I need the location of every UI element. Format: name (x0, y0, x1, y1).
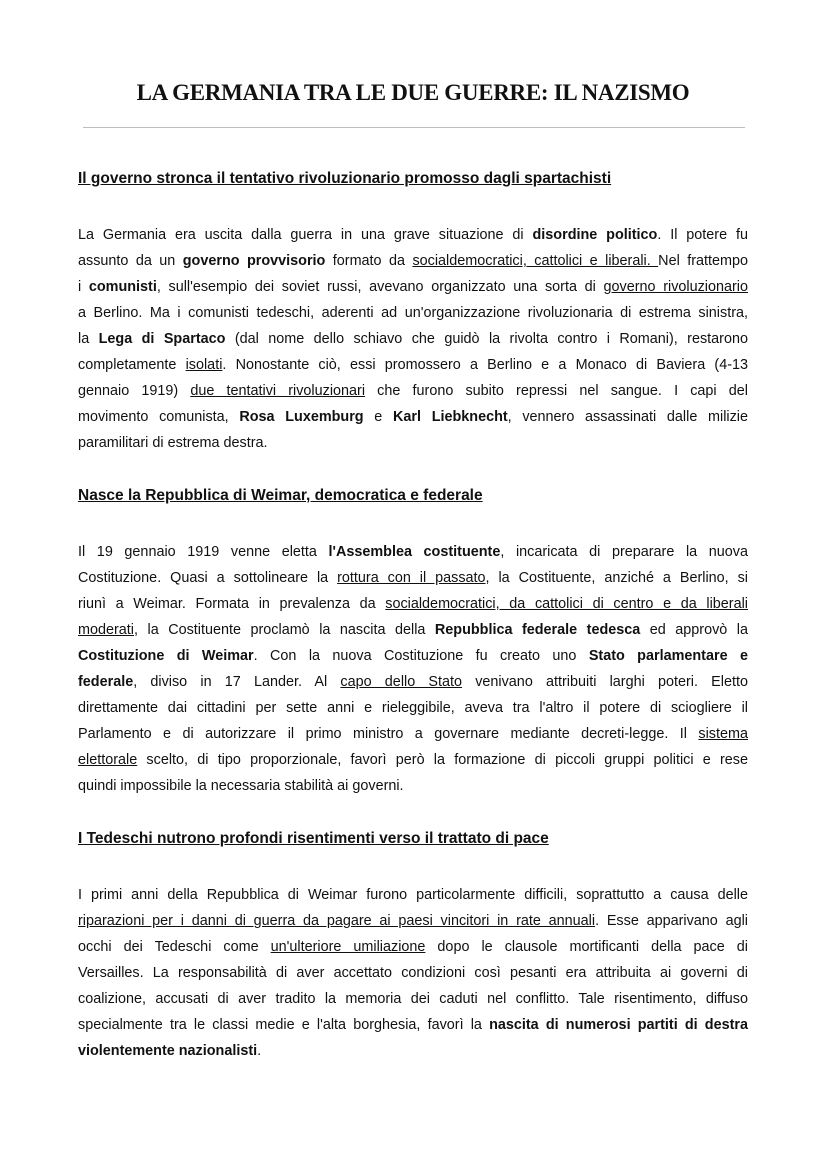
underlined-text: due tentativi rivoluzionari (190, 383, 366, 399)
bold-text: comunisti (88, 279, 157, 295)
text: la (78, 331, 99, 347)
text: a Berlino. Ma i comunisti tedeschi, aderenti ad un'organizzazione rivoluzionaria di estrema sinistra, (78, 305, 748, 321)
underlined-text: un'ulteriore umiliazione (270, 939, 426, 955)
paragraph-line (78, 326, 748, 352)
paragraph-line (78, 274, 748, 300)
underlined-text: socialdemocratici, da cattolici di centro e da liberali (385, 596, 748, 612)
text: , vennero assassinati dalle milizie (507, 409, 748, 425)
text: venivano attribuiti larghi poteri. Eletto (462, 674, 748, 690)
text: direttamente dai cittadini per sette anni e rieleggibile, aveva tra l'altro il potere di sciogliere il (78, 700, 748, 716)
paragraph-line (78, 404, 748, 430)
paragraph-line (78, 1038, 748, 1064)
text: specialmente tra le classi medie e l'alta borghesia, favorì la (78, 1017, 490, 1033)
text: che furono subito repressi nel sangue. I capi del (365, 383, 748, 399)
document-page (78, 73, 748, 1091)
text: completamente (78, 357, 186, 373)
underlined-text: moderati (78, 622, 134, 638)
bold-text: Stato parlamentare e (588, 648, 748, 664)
section-heading: Nasce la Repubblica di Weimar, democratica e federale (78, 487, 483, 504)
paragraph-line (78, 908, 748, 934)
document-body (78, 166, 748, 1064)
text: quindi impossibile la necessaria stabilità ai governi. (78, 778, 404, 794)
text: . Nonostante ciò, essi promossero a Berlino e a Monaco di Baviera (4-13 (222, 357, 748, 373)
paragraph-line (78, 695, 748, 721)
paragraph-line (78, 430, 748, 456)
paragraph-line (78, 1012, 748, 1038)
text: . Il potere fu (657, 227, 748, 243)
text: I primi anni della Repubblica di Weimar furono particolarmente difficili, soprattutto a causa delle (78, 887, 748, 903)
underlined-text: rottura con il passato (337, 570, 486, 586)
underlined-text: elettorale (78, 752, 138, 768)
bold-text: Karl Liebknecht (393, 409, 508, 425)
text: La Germania era uscita dalla guerra in una grave situazione di (78, 227, 533, 243)
paragraph-line (78, 248, 748, 274)
text: , la Costituente proclamò la nascita della (134, 622, 435, 638)
paragraph-line (78, 539, 748, 565)
text: paramilitari di estrema destra. (78, 435, 268, 451)
underlined-text: governo rivoluzionario (603, 279, 748, 295)
section-paragraph (78, 539, 748, 799)
text: scelto, di tipo proporzionale, favorì però la formazione di piccoli gruppi politici e rese (137, 752, 748, 768)
paragraph-line (78, 378, 748, 404)
section-paragraph (78, 222, 748, 456)
bold-text: l'Assemblea costituente (328, 544, 501, 560)
text: gennaio 1919) (78, 383, 191, 399)
paragraph-line (78, 643, 748, 669)
text: Il 19 gennaio 1919 venne eletta (78, 544, 329, 560)
text: . Esse apparivano agli (595, 913, 748, 929)
bold-text: federale (78, 674, 134, 690)
underlined-text: sistema (698, 726, 748, 742)
text: , diviso in 17 Lander. Al (133, 674, 341, 690)
paragraph-line (78, 300, 748, 326)
bold-text: Costituzione di Weimar (78, 648, 254, 664)
title-divider (83, 127, 745, 128)
text: Nel frattempo (658, 253, 748, 269)
bold-text: Repubblica federale tedesca (434, 622, 641, 638)
text: occhi dei Tedeschi come (78, 939, 271, 955)
text: . Con la nuova Costituzione fu creato uno (253, 648, 589, 664)
paragraph-line (78, 721, 748, 747)
text: movimento comunista, (78, 409, 240, 425)
section-heading: I Tedeschi nutrono profondi risentimenti verso il trattato di pace (78, 830, 549, 847)
paragraph-line (78, 352, 748, 378)
paragraph-line (78, 591, 748, 617)
section-heading: Il governo stronca il tentativo rivoluzionario promosso dagli spartachisti (78, 170, 612, 187)
text: , la Costituente, anziché a Berlino, si (485, 570, 748, 586)
section-paragraph (78, 882, 748, 1064)
paragraph-line (78, 934, 748, 960)
underlined-text: capo dello Stato (340, 674, 463, 690)
text: assunto da un (78, 253, 183, 269)
text: . (257, 1043, 262, 1059)
text: , incaricata di preparare la nuova (500, 544, 748, 560)
text: (dal nome dello schiavo che guidò la rivolta contro i Romani), restarono (225, 331, 748, 347)
text: Costituzione. Quasi a sottolineare la (78, 570, 338, 586)
bold-text: disordine politico (532, 227, 658, 243)
text: coalizione, accusati di aver tradito la memoria dei caduti nel conflitto. Tale risentimento, diffuso (78, 991, 748, 1007)
text: formato da (325, 253, 413, 269)
text: riunì a Weimar. Formata in prevalenza da (78, 596, 386, 612)
underlined-text: riparazioni per i danni di guerra da pagare ai paesi vincitori in rate annuali (78, 913, 596, 929)
paragraph-line (78, 565, 748, 591)
text: ed approvò la (640, 622, 748, 638)
bold-text: governo provvisorio (182, 253, 326, 269)
bold-text: nascita di numerosi partiti di destra (489, 1017, 748, 1033)
bold-text: violentemente nazionalisti (78, 1043, 258, 1059)
text: e (363, 409, 393, 425)
paragraph-line (78, 986, 748, 1012)
paragraph-line (78, 747, 748, 773)
bold-text: Rosa Luxemburg (239, 409, 364, 425)
paragraph-line (78, 773, 748, 799)
underlined-text: socialdemocratici, cattolici e liberali. (412, 253, 659, 269)
text: , sull'esempio dei soviet russi, avevano organizzato una sorta di (156, 279, 604, 295)
bold-text: Lega di Spartaco (98, 331, 226, 347)
paragraph-line (78, 960, 748, 986)
text: Parlamento e di autorizzare il primo ministro a governare mediante decreti-legge. Il (78, 726, 699, 742)
document-title: LA GERMANIA TRA LE DUE GUERRE: IL NAZISMO (136, 80, 690, 105)
underlined-text: isolati (185, 357, 223, 373)
text: dopo le clausole mortificanti della pace di (425, 939, 748, 955)
paragraph-line (78, 669, 748, 695)
paragraph-line (78, 222, 748, 248)
text: Versailles. La responsabilità di aver accettato condizioni così pesanti era attribuita ai governi di (78, 965, 748, 981)
paragraph-line (78, 882, 748, 908)
paragraph-line (78, 617, 748, 643)
text: i (78, 279, 89, 295)
